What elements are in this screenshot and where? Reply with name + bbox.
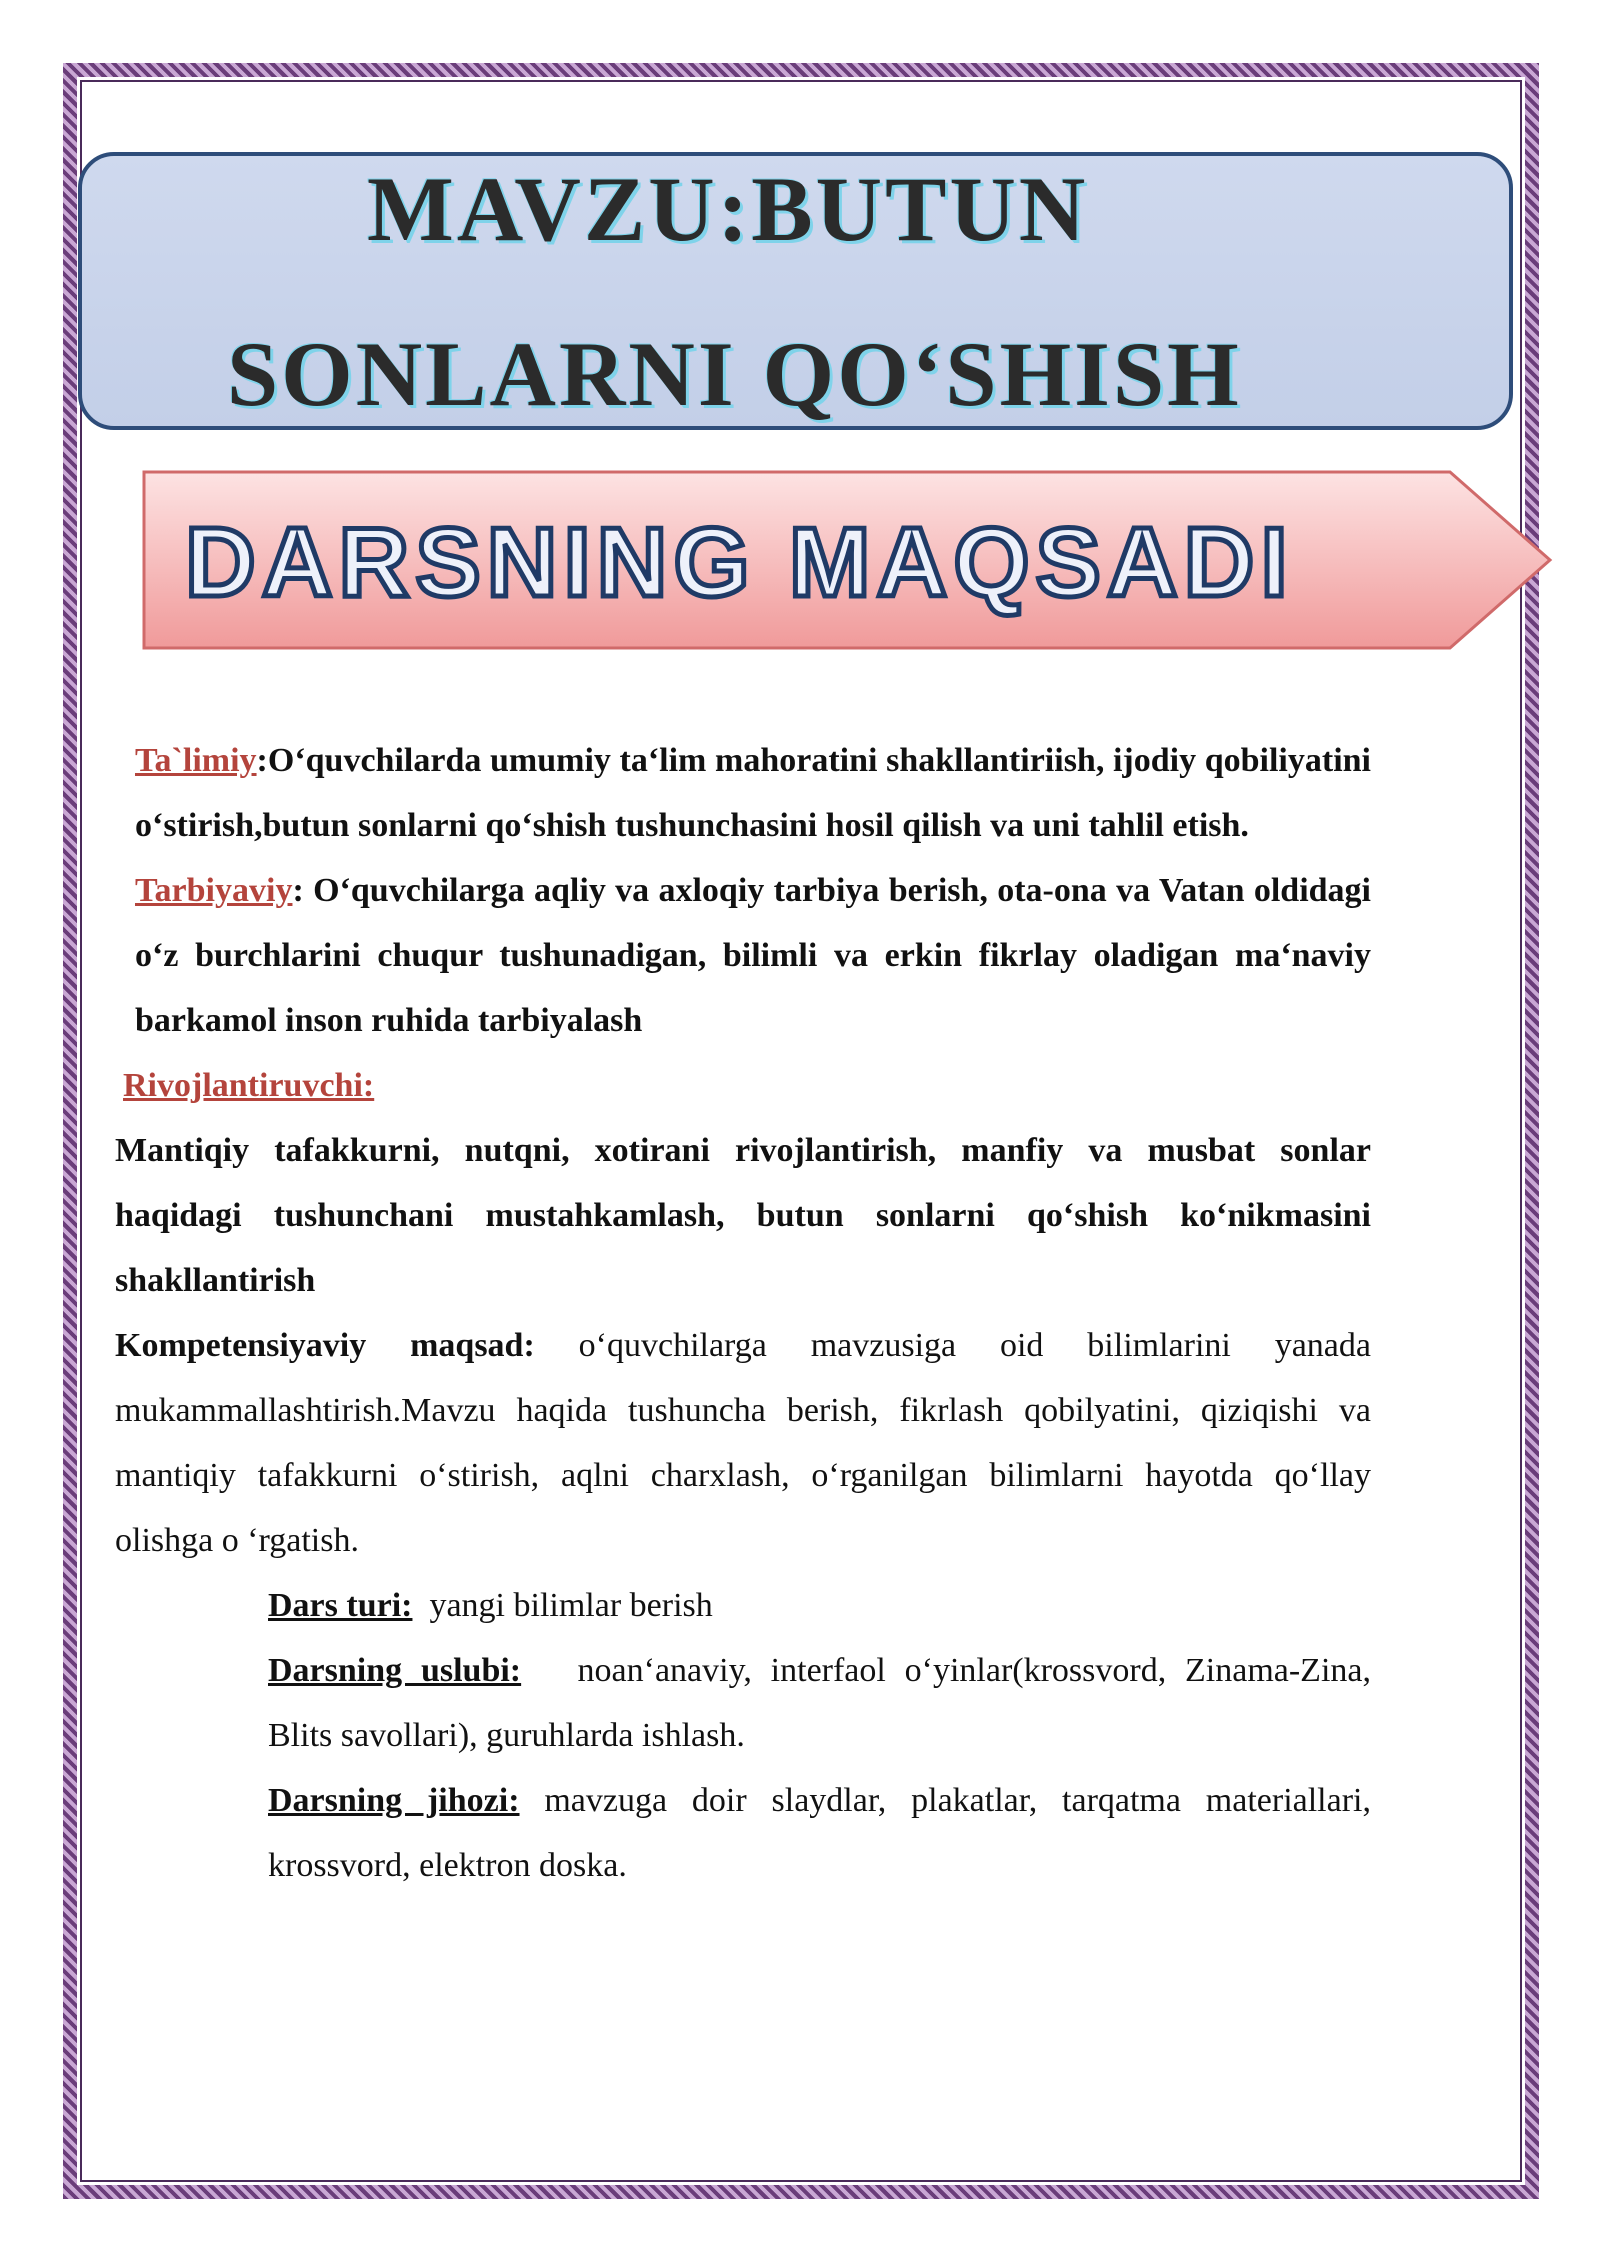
rivojlantiruvchi-heading [115, 1053, 1371, 1118]
objective-banner [140, 468, 1560, 658]
talimiy-paragraph [115, 728, 1371, 858]
talimiy-text: :O‘quvchilarda umumiy ta‘lim mahoratini shakllantiriish, ijodiy qobiliyatini o‘stirish,butun sonlarni qo‘shish tushunchasini hosil qilish va uni tahlil etish. [135, 742, 1371, 844]
title-box [78, 152, 1513, 430]
dars-turi-text: yangi bilimlar berish [412, 1587, 713, 1624]
dars-turi-label: Dars turi: [268, 1587, 413, 1624]
title-line-2: SONLARNI QO‘SHISH [227, 323, 1242, 425]
rivojlantiruvchi-text: Mantiqiy tafakkurni, nutqni, xotirani rivojlantirish, manfiy va musbat sonlar haqidagi tushunchani mustahkamlash, butun sonlarni qo‘shish ko‘nikmasini shakllantirish [115, 1132, 1371, 1299]
tarbiyaviy-label: Tarbiyaviy [135, 872, 293, 909]
tarbiyaviy-paragraph [115, 858, 1371, 1053]
title-line-1: MAVZU:BUTUN [367, 158, 1089, 260]
tarbiyaviy-text: : O‘quvchilarga aqliy va axloqiy tarbiya berish, ota-ona va Vatan oldidagi o‘z burchlarini chuqur tushunadigan, bilimli va erkin fikrlay oladigan ma‘naviy barkamol inson ruhida tarbiyalash [135, 872, 1371, 1039]
banner-label: DARSNING MAQSADI [185, 507, 1294, 617]
kompetensiyaviy-text: o‘quvchilarga mavzusiga oid bilimlarini yanada mukammallashtirish.Mavzu haqida tushuncha berish, fikrlash qobilyatini, qiziqishi va mantiqiy tafakkurni o‘stirish, aqlni charxlash, o‘rganilgan bilimlarni hayotda qo‘llay olishga o ‘rgatish. [115, 1327, 1371, 1559]
rivojlantiruvchi-label: Rivojlantiruvchi: [123, 1067, 375, 1104]
kompetensiyaviy-label: Kompetensiyaviy maqsad: [115, 1327, 535, 1364]
dars-turi-paragraph [115, 1573, 1371, 1638]
kompetensiyaviy-paragraph [115, 1313, 1371, 1573]
document-body [115, 728, 1380, 1898]
talimiy-label: Ta`limiy [135, 742, 257, 779]
darsning-jihozi-label: Darsning jihozi: [268, 1782, 520, 1819]
darsning-uslubi-label: Darsning uslubi: [268, 1652, 522, 1689]
darsning-uslubi-paragraph [115, 1638, 1380, 1768]
darsning-jihozi-paragraph [115, 1768, 1380, 1898]
darsning-jihozi-text: mavzuga doir slaydlar, plakatlar, tarqatma materiallari, krossvord, elektron doska. [268, 1782, 1380, 1884]
darsning-uslubi-text: noan‘anaviy, interfaol o‘yinlar(krossvord, Zinama-Zina, Blits savollari), guruhlarda ishlash. [268, 1652, 1380, 1754]
